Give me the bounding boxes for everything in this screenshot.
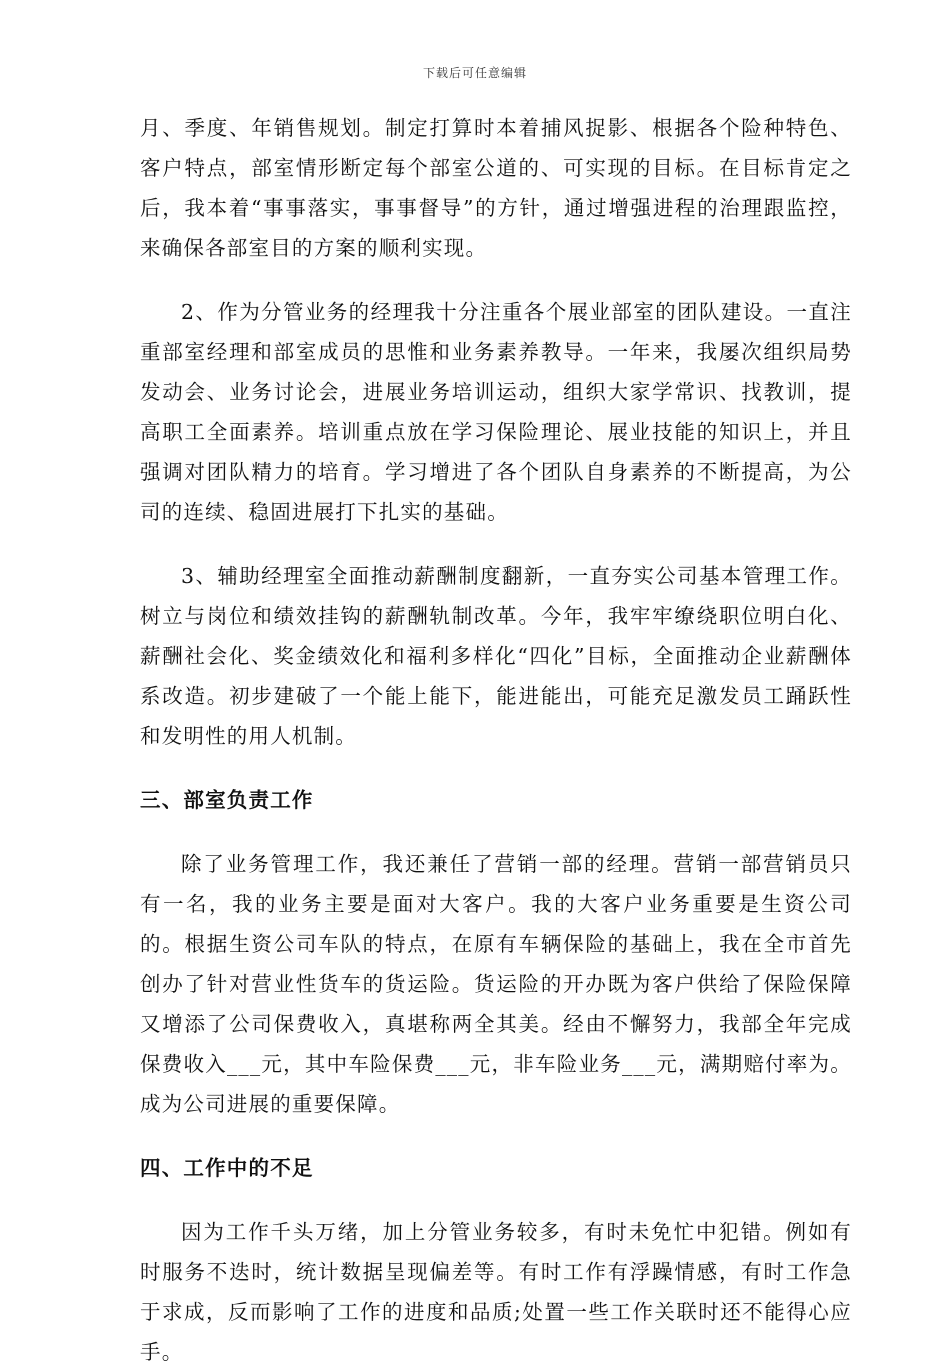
paragraph-department-work: 除了业务管理工作，我还兼任了营销一部的经理。营销一部营销员只有一名，我的业务主要是面对大客户。我的大客户业务重要是生资公司的。根据生资公司车队的特点，在原有车辆保险的基础上，我在全市首先创办了针对营业性货车的货运险。货运险的开办既为客户供给了保险保障又增添了公司保费收入，真堪称两全其美。经由不懈努力，我部全年完成保费收入___元，其中车险保费___元，非车险业务___元，满期赔付率为。成为公司进展的重要保障。: [140, 852, 852, 1116]
document-body: [140, 108, 852, 1372]
section-heading-shortcomings: 四、工作中的不足: [140, 1156, 314, 1180]
paragraph-salary-reform: 3、辅助经理室全面推动薪酬制度翻新，一直夯实公司基本管理工作。树立与岗位和绩效挂钩的薪酬轨制改革。今年，我牢牢缭绕职位明白化、薪酬社会化、奖金绩效化和福利多样化“四化”目标，全面推动企业薪酬体系改造。初步建破了一个能上能下，能进能出，可能充足激发员工踊跃性和发明性的用人机制。: [140, 564, 852, 748]
paragraph-gap: [140, 1124, 852, 1148]
paragraph-gap: [140, 268, 852, 292]
paragraph-gap: [140, 532, 852, 556]
paragraph-shortcomings: 因为工作千头万绪，加上分管业务较多，有时未免忙中犯错。例如有时服务不迭时，统计数据呈现偏差等。有时工作有浮躁情感，有时工作急于求成，反而影响了工作的进度和品质;处置一些工作关联时还不能得心应手。: [140, 1220, 852, 1364]
paragraph-gap: [140, 756, 852, 780]
paragraph-gap: [140, 1188, 852, 1212]
page-header: 下载后可任意编辑: [422, 66, 527, 80]
paragraph-plan: 月、季度、年销售规划。制定打算时本着捕风捉影、根据各个险种特色、客户特点，部室情形断定每个部室公道的、可实现的目标。在目标肯定之后，我本着“事事落实，事事督导”的方针，通过增强进程的治理跟监控，来确保各部室目的方案的顺利实现。: [140, 116, 852, 260]
paragraph-gap: [140, 820, 852, 844]
section-heading-department: 三、部室负责工作: [140, 788, 314, 812]
paragraph-team-building-text: 2、作为分管业务的经理我十分注重各个展业部室的团队建设。一直注重部室经理和部室成员的思惟和业务素养教导。一年来，我屡次组织局势发动会、业务讨论会，进展业务培训运动，组织大家学常识、找教训，提高职工全面素养。培训重点放在学习保险理论、展业技能的知识上，并且强调对团队精力的培育。学习增进了各个团队自身素养的不断提高，为公司的连续、稳固进展打下扎实的基础。: [140, 300, 852, 524]
paragraph-team-building: [140, 292, 852, 532]
